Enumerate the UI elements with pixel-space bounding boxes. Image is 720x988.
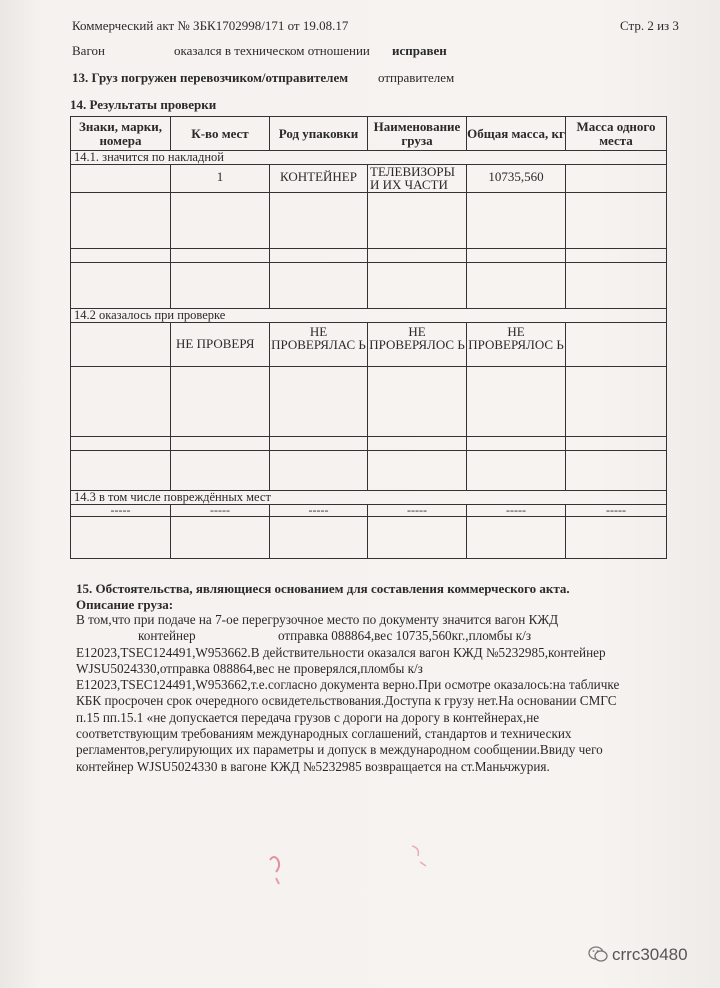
description-line: WJSU5024330,отправка 088864,вес не проверялся,пломбы к/з (76, 660, 423, 676)
wagon-condition-status: исправен (392, 43, 447, 58)
description-line: контейнер WJSU5024330 в вагоне КЖД №5232985 возвращается на ст.Маньчжурия. (76, 758, 550, 774)
cell (71, 165, 171, 193)
sub2-label: 14.2 оказалось при проверке (71, 309, 667, 323)
wagon-label: Вагон (72, 43, 105, 58)
cell: ТЕЛЕВИЗОРЫ И ИХ ЧАСТИ (368, 165, 467, 193)
cell: КОНТЕЙНЕР (270, 165, 368, 193)
watermark (588, 945, 688, 965)
col-header-unit-mass: Масса одного места (566, 117, 667, 151)
col-header-cargo-name: Наименование груза (368, 117, 467, 151)
cell: 10735,560 (467, 165, 566, 193)
section13-label: 13. Груз погружен перевозчиком/отправителем (72, 70, 349, 85)
cell: НЕ ПРОВЕРЯЛОС Ь (467, 323, 566, 367)
watermark-text: crrc30480 (612, 945, 688, 964)
col-header-count: К-во мест (171, 117, 270, 151)
description-line: КБК просрочен срок очередного освидетельствования.Доступа к грузу нет.На основании СМГС (76, 693, 617, 709)
description-line: регламентов,регулирующих их параметры и допуск в международном сообщении.Ввиду чего (76, 742, 603, 758)
results-table (70, 116, 667, 559)
cell: ----- (71, 505, 171, 517)
header-row (71, 117, 667, 151)
col-header-total-mass: Общая масса, кг (467, 117, 566, 151)
description-line: соответствующим требованиям международных соглашений, стандартов и технических (76, 726, 572, 742)
cargo-description (76, 612, 676, 775)
cell: НЕ ПРОВЕРЯЛОС Ь (368, 323, 467, 367)
sub1-label: 14.1. значится по накладной (71, 151, 667, 165)
description-line: В том,что при подаче на 7-ое перегрузочное место по документу значится вагон КЖД (76, 612, 559, 627)
section13-value: отправителем (378, 70, 455, 85)
wechat-icon (588, 946, 608, 962)
stamp-marks (262, 838, 442, 898)
table-row (71, 505, 667, 517)
section14-title: 14. Результаты проверки (70, 97, 217, 112)
act-title: Коммерческий акт № ЗБК1702998/171 от 19.08.17 (72, 18, 349, 33)
cell (71, 323, 171, 367)
cell: НЕ ПРОВЕРЯ (171, 323, 270, 367)
page-number: Стр. 2 из 3 (620, 18, 679, 33)
cell: ----- (270, 505, 368, 517)
table-row (71, 165, 667, 193)
description-line: E12023,TSEC124491,W953662,т.е.согласно документа верно.При осмотре оказалось:на табличке (76, 677, 620, 693)
cell: ----- (171, 505, 270, 517)
cell: 1 (171, 165, 270, 193)
section15-subtitle: Описание груза: (76, 597, 174, 612)
cell: ----- (368, 505, 467, 517)
table-row (71, 323, 667, 367)
col-header-marks: Знаки, марки, номера (71, 117, 171, 151)
description-line: контейнер отправка 088864,вес 10735,560кг.,пломбы к/з (138, 628, 532, 644)
wagon-condition-text: оказался в техническом отношении (174, 43, 370, 58)
sub3-label: 14.3 в том числе повреждённых мест (71, 491, 667, 505)
col-header-packaging: Род упаковки (270, 117, 368, 151)
section15-title: 15. Обстоятельства, являющиеся основанием для составления коммерческого акта. (76, 581, 570, 596)
cell: ----- (566, 505, 667, 517)
description-line: п.15 пп.15.1 «не допускается передача грузов с дороги на дорогу в контейнерах,не (76, 709, 540, 725)
cell (566, 323, 667, 367)
cell (566, 165, 667, 193)
description-line: E12023,TSEC124491,W953662.В действительности оказался вагон КЖД №5232985,контейнер (76, 644, 606, 660)
cell: НЕ ПРОВЕРЯЛАС Ь (270, 323, 368, 367)
cell: ----- (467, 505, 566, 517)
